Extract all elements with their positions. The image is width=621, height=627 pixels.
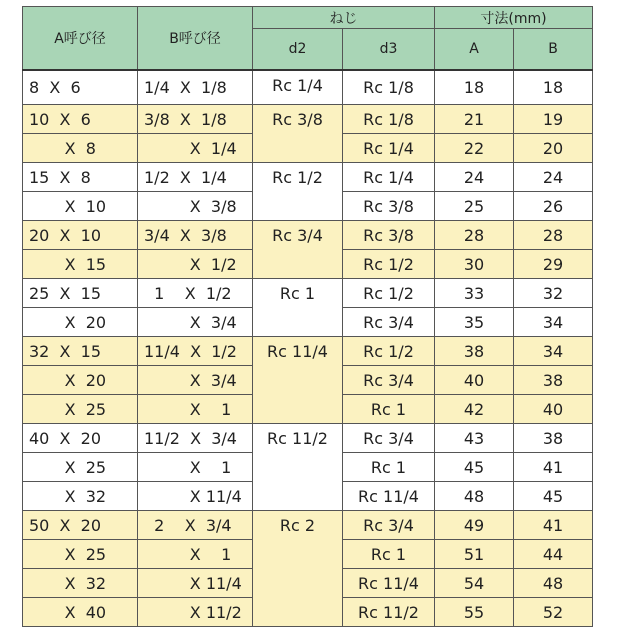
cell-a-nominal: X 32 <box>23 482 138 511</box>
cell-dim-a: 24 <box>435 163 514 192</box>
cell-dim-a: 45 <box>435 453 514 482</box>
cell-dim-a: 35 <box>435 308 514 337</box>
cell-d3: Rc 1 <box>343 453 435 482</box>
cell-b-nominal: X 1 <box>138 453 253 482</box>
cell-a-nominal: X 20 <box>23 366 138 395</box>
cell-a-nominal: X 8 <box>23 134 138 163</box>
cell-b-nominal: X 11/4 <box>138 569 253 598</box>
cell-d3: Rc 1/2 <box>343 279 435 308</box>
cell-a-nominal: 25 X 15 <box>23 279 138 308</box>
cell-dim-a: 48 <box>435 482 514 511</box>
cell-b-nominal: X 1/2 <box>138 250 253 279</box>
header-a-nominal: A呼び径 <box>23 7 138 71</box>
table-row <box>23 105 593 134</box>
cell-a-nominal: X 25 <box>23 395 138 424</box>
dimension-table-container <box>22 6 593 627</box>
cell-a-nominal: 15 X 8 <box>23 163 138 192</box>
cell-d3: Rc 3/8 <box>343 221 435 250</box>
cell-dim-b: 19 <box>514 105 593 134</box>
cell-dim-b: 20 <box>514 134 593 163</box>
cell-a-nominal: X 25 <box>23 453 138 482</box>
table-row <box>23 279 593 308</box>
cell-dim-b: 18 <box>514 70 593 105</box>
cell-a-nominal: 20 X 10 <box>23 221 138 250</box>
cell-b-nominal: X 1 <box>138 540 253 569</box>
cell-b-nominal: X 3/8 <box>138 192 253 221</box>
cell-dim-b: 48 <box>514 569 593 598</box>
header-d2: d2 <box>253 29 343 71</box>
cell-dim-b: 40 <box>514 395 593 424</box>
cell-b-nominal: X 11/4 <box>138 482 253 511</box>
cell-b-nominal: 11/4 X 1/2 <box>138 337 253 366</box>
cell-d2: Rc 3/8 <box>253 105 343 163</box>
cell-d3: Rc 11/4 <box>343 569 435 598</box>
cell-dim-a: 40 <box>435 366 514 395</box>
header-dim-b: B <box>514 29 593 71</box>
cell-dim-b: 44 <box>514 540 593 569</box>
cell-d3: Rc 1/8 <box>343 105 435 134</box>
cell-d2: Rc 1/2 <box>253 163 343 221</box>
table-row <box>23 221 593 250</box>
cell-b-nominal: 1/4 X 1/8 <box>138 70 253 105</box>
cell-dim-b: 38 <box>514 366 593 395</box>
cell-dim-b: 24 <box>514 163 593 192</box>
cell-dim-a: 25 <box>435 192 514 221</box>
cell-b-nominal: X 11/2 <box>138 598 253 627</box>
header-d3: d3 <box>343 29 435 71</box>
cell-d3: Rc 3/4 <box>343 366 435 395</box>
cell-b-nominal: X 3/4 <box>138 366 253 395</box>
table-row <box>23 511 593 540</box>
header-b-nominal: B呼び径 <box>138 7 253 71</box>
header-dim-a: A <box>435 29 514 71</box>
cell-a-nominal: X 10 <box>23 192 138 221</box>
cell-a-nominal: 50 X 20 <box>23 511 138 540</box>
table-row <box>23 424 593 453</box>
cell-dim-a: 22 <box>435 134 514 163</box>
cell-d3: Rc 11/4 <box>343 482 435 511</box>
cell-dim-b: 45 <box>514 482 593 511</box>
cell-d3: Rc 3/8 <box>343 192 435 221</box>
cell-d3: Rc 1/4 <box>343 163 435 192</box>
cell-d3: Rc 11/2 <box>343 598 435 627</box>
cell-b-nominal: X 1/4 <box>138 134 253 163</box>
table-row <box>23 163 593 192</box>
cell-a-nominal: 32 X 15 <box>23 337 138 366</box>
cell-b-nominal: X 1 <box>138 395 253 424</box>
cell-d3: Rc 1 <box>343 540 435 569</box>
cell-dim-a: 55 <box>435 598 514 627</box>
cell-d3: Rc 1/2 <box>343 250 435 279</box>
cell-dim-b: 29 <box>514 250 593 279</box>
cell-d3: Rc 1/4 <box>343 134 435 163</box>
cell-d2: Rc 1 <box>253 279 343 337</box>
cell-dim-b: 28 <box>514 221 593 250</box>
cell-dim-a: 18 <box>435 70 514 105</box>
table-body <box>23 70 593 627</box>
cell-d3: Rc 1/2 <box>343 337 435 366</box>
cell-d3: Rc 1/8 <box>343 70 435 105</box>
cell-dim-a: 38 <box>435 337 514 366</box>
cell-dim-b: 34 <box>514 308 593 337</box>
cell-dim-a: 28 <box>435 221 514 250</box>
cell-dim-a: 42 <box>435 395 514 424</box>
table-row <box>23 70 593 105</box>
cell-dim-b: 26 <box>514 192 593 221</box>
cell-dim-b: 32 <box>514 279 593 308</box>
cell-b-nominal: 3/4 X 3/8 <box>138 221 253 250</box>
cell-dim-a: 51 <box>435 540 514 569</box>
cell-d2: Rc 3/4 <box>253 221 343 279</box>
cell-a-nominal: X 15 <box>23 250 138 279</box>
cell-a-nominal: 10 X 6 <box>23 105 138 134</box>
cell-a-nominal: 40 X 20 <box>23 424 138 453</box>
table-row <box>23 337 593 366</box>
cell-a-nominal: X 25 <box>23 540 138 569</box>
cell-b-nominal: 3/8 X 1/8 <box>138 105 253 134</box>
cell-a-nominal: X 20 <box>23 308 138 337</box>
cell-dim-b: 34 <box>514 337 593 366</box>
header-dimensions: 寸法(mm) <box>435 7 593 29</box>
cell-a-nominal: 8 X 6 <box>23 70 138 105</box>
cell-a-nominal: X 40 <box>23 598 138 627</box>
cell-d3: Rc 3/4 <box>343 511 435 540</box>
cell-b-nominal: 1/2 X 1/4 <box>138 163 253 192</box>
cell-d2: Rc 11/2 <box>253 424 343 511</box>
cell-d3: Rc 1 <box>343 395 435 424</box>
cell-dim-a: 54 <box>435 569 514 598</box>
cell-dim-b: 41 <box>514 511 593 540</box>
cell-b-nominal: 1 X 1/2 <box>138 279 253 308</box>
cell-dim-a: 30 <box>435 250 514 279</box>
cell-b-nominal: X 3/4 <box>138 308 253 337</box>
cell-d2: Rc 1/4 <box>253 70 343 105</box>
cell-d3: Rc 3/4 <box>343 424 435 453</box>
cell-b-nominal: 11/2 X 3/4 <box>138 424 253 453</box>
cell-dim-a: 21 <box>435 105 514 134</box>
cell-dim-b: 38 <box>514 424 593 453</box>
cell-dim-a: 33 <box>435 279 514 308</box>
cell-d2: Rc 11/4 <box>253 337 343 424</box>
cell-a-nominal: X 32 <box>23 569 138 598</box>
cell-dim-a: 43 <box>435 424 514 453</box>
cell-dim-b: 52 <box>514 598 593 627</box>
cell-d2: Rc 2 <box>253 511 343 627</box>
cell-b-nominal: 2 X 3/4 <box>138 511 253 540</box>
cell-dim-a: 49 <box>435 511 514 540</box>
cell-dim-b: 41 <box>514 453 593 482</box>
header-thread: ねじ <box>253 7 435 29</box>
dimension-table <box>22 6 593 627</box>
cell-d3: Rc 3/4 <box>343 308 435 337</box>
